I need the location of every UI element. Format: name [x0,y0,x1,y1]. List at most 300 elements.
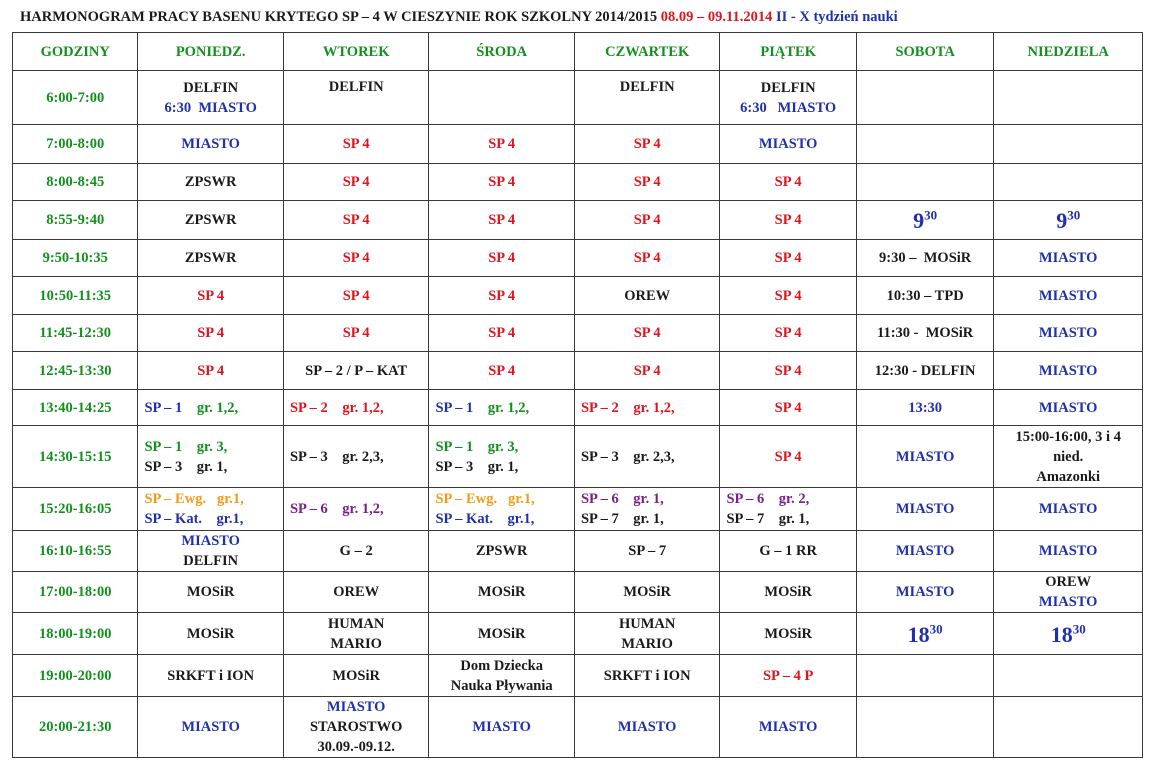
cell-niedziela [994,572,1143,613]
entry-text: MIASTO [895,448,955,465]
cell-sroda [429,164,575,201]
cell-czwartek [574,71,720,125]
cell-czwartek [574,201,720,240]
table-row [13,352,1143,390]
entry-text: SP – Kat. gr.1, [144,511,244,527]
entry-line [286,361,427,381]
cell-czwartek [574,352,720,390]
entry-text: SP 4 [774,399,802,416]
entry-text: MIASTO [1038,250,1098,266]
entry-line [431,172,572,192]
table-row [13,572,1143,613]
entry-line [859,447,991,467]
entry-text: SP – Ewg. gr.1, [435,491,535,507]
time-cell: 12:45-13:30 [13,352,138,390]
entry-text: SP – 4 P [762,667,814,684]
entry-text: HUMAN [618,615,676,632]
entry-line [435,398,572,418]
entry-text: SP – 7 gr. 1, [580,511,664,527]
page-title [20,6,1140,28]
entry-text: MOSiR [623,584,671,600]
entry-line [722,248,853,268]
cell-wtorek [283,71,429,125]
entry-text: MIASTO [1038,287,1098,304]
entry-line [140,134,281,154]
header-godziny: GODZINY [13,33,138,71]
entry-text: SP 4 [342,174,370,190]
entry-line [996,499,1140,519]
cell-piatek [720,71,856,125]
entry-text: MIASTO [1038,325,1098,341]
entry-line [726,489,853,509]
entry-text: SP – 2 / P – KAT [305,362,408,379]
cell-niedziela [994,697,1143,758]
cell-poniedzialek [138,697,284,758]
table-row [13,390,1143,426]
cell-sroda [429,352,575,390]
cell-sroda [429,277,575,315]
entry-line [290,398,427,418]
entry-text: SP 4 [774,325,802,341]
entry-line [996,592,1140,612]
entry-line [577,361,718,381]
entry-line [140,717,281,737]
entry-line [431,582,572,602]
entry-line [996,323,1140,343]
header-row [13,33,1143,71]
entry-line [286,134,427,154]
cell-niedziela [994,240,1143,277]
entry-text: ZPSWR [475,543,528,559]
cell-niedziela [994,125,1143,164]
entry-text: ZPSWR [184,212,237,228]
entry-text: SP 4 [488,174,516,190]
entry-text: MIASTO [895,543,955,559]
entry-text: SP 4 [774,287,802,304]
cell-czwartek [574,390,720,426]
table-row [13,488,1143,531]
cell-sroda [429,613,575,655]
cell-piatek [720,201,856,240]
entry-line [431,210,572,230]
entry-line [722,210,853,230]
cell-poniedzialek [138,613,284,655]
time-cell: 15:20-16:05 [13,488,138,531]
table-row [13,426,1143,488]
entry-text: SP – 6 gr. 1, [580,491,664,507]
entry-text: SP 4 [633,325,661,341]
time-large-minutes: 30 [1067,207,1081,223]
entry-text: SP – 1 [144,399,197,416]
entry-text: MOSiR [332,667,380,684]
entry-text: MIASTO [181,533,240,549]
entry-line [722,398,853,418]
entry-line [435,457,572,477]
cell-sobota [856,201,993,240]
entry-line [996,467,1140,487]
cell-sobota [856,697,993,758]
entry-text: MIASTO [617,719,677,735]
time-cell: 11:45-12:30 [13,315,138,352]
entry-text: HUMAN [327,615,385,632]
entry-line [140,172,281,192]
cell-sroda [429,531,575,572]
entry-line [726,509,853,529]
entry-text: SP 4 [197,325,225,341]
time-large-hour: 9 [913,208,925,234]
entry-line [140,361,281,381]
time-large-hour: 18 [1050,621,1073,647]
cell-wtorek [283,240,429,277]
entry-text: gr. 1,2, [342,399,384,416]
entry-text: DELFIN [328,79,384,95]
entry-line [581,447,718,467]
entry-text: OREW [333,584,380,600]
cell-poniedzialek [138,352,284,390]
entry-line [140,551,281,571]
entry-text: gr. 1,2, [196,399,239,416]
entry-text: SP – 2 [580,399,634,416]
time-cell: 9:50-10:35 [13,240,138,277]
entry-text: MOSiR [477,584,526,600]
entry-text: 12:30 - DELFIN [874,362,976,379]
entry-text: SP 4 [342,250,370,266]
schedule-table [12,32,1143,758]
cell-sroda [429,315,575,352]
time-cell: 8:00-8:45 [13,164,138,201]
cell-poniedzialek [138,164,284,201]
entry-text: SP – 6 gr. 2, [726,491,810,507]
entry-line [996,286,1140,306]
entry-text: ZPSWR [184,250,237,266]
cell-wtorek [283,613,429,655]
entry-line [859,248,991,268]
cell-poniedzialek [138,572,284,613]
time-cell: 6:00-7:00 [13,71,138,125]
cell-wtorek [283,125,429,164]
entry-text: OREW [1045,574,1092,590]
time-large-hour: 18 [907,621,930,647]
cell-czwartek [574,426,720,488]
entry-line [577,134,718,154]
cell-sobota [856,390,993,426]
entry-text: SP 4 [342,136,370,152]
entry-text: DELFIN [619,79,675,95]
cell-piatek [720,277,856,315]
cell-sobota [856,315,993,352]
entry-text: SP – Ewg. gr.1, [144,491,244,507]
entry-text: 15:00-16:00, 3 i 4 [1015,428,1121,445]
entry-text: SP 4 [342,287,370,304]
cell-wtorek [283,655,429,697]
time-cell: 16:10-16:55 [13,531,138,572]
entry-line [577,323,718,343]
cell-sroda [429,240,575,277]
cell-sroda [429,655,575,697]
cell-sroda [429,125,575,164]
entry-text: SRKFT i ION [603,667,691,684]
cell-piatek [720,531,856,572]
cell-czwartek [574,125,720,164]
cell-wtorek [283,315,429,352]
entry-text: SP 4 [633,212,661,228]
table-row [13,125,1143,164]
entry-line [577,248,718,268]
cell-piatek [720,390,856,426]
entry-line [144,457,281,477]
entry-text: SP 4 [774,448,802,465]
entry-line [431,656,572,676]
table-row [13,201,1143,240]
cell-czwartek [574,240,720,277]
entry-text: G – 2 [339,543,373,559]
time-large-hour: 9 [1056,208,1068,234]
cell-sobota [856,125,993,164]
cell-wtorek [283,572,429,613]
entry-line [286,248,427,268]
cell-piatek [720,164,856,201]
time-large-minutes: 30 [1072,621,1086,637]
cell-niedziela [994,277,1143,315]
table-row [13,277,1143,315]
cell-sroda [429,201,575,240]
header-czwartek: CZWARTEK [574,33,720,71]
cell-sobota [856,277,993,315]
entry-line [996,541,1140,561]
entry-text: MIASTO [1038,399,1098,416]
time-large-minutes: 30 [929,621,943,637]
entry-text: MIASTO [758,719,818,735]
cell-niedziela [994,71,1143,125]
title-weeks: II - X tydzień nauki [776,9,898,25]
cell-czwartek [574,613,720,655]
header-niedziela: NIEDZIELA [994,33,1143,71]
table-row [13,531,1143,572]
cell-piatek [720,613,856,655]
cell-piatek [720,315,856,352]
cell-sroda [429,697,575,758]
entry-text: SP 4 [774,250,802,266]
cell-poniedzialek [138,125,284,164]
entry-line [577,717,718,737]
entry-line [286,737,427,757]
entry-text: 6:30 MIASTO [740,99,837,116]
cell-wtorek [283,352,429,390]
cell-sroda [429,71,575,125]
entry-text: 6:30 MIASTO [164,99,257,116]
cell-niedziela [994,426,1143,488]
entry-line [144,489,281,509]
entry-text: SP 4 [633,174,661,190]
entry-text: Dom Dziecka [460,657,543,674]
entry-line [722,172,853,192]
entry-text: SP – 1 gr. 3, [144,438,228,455]
entry-line [431,248,572,268]
entry-line [859,361,991,381]
header-piatek: PIĄTEK [720,33,856,71]
entry-line [722,666,853,686]
cell-niedziela [994,315,1143,352]
entry-line [144,398,281,418]
cell-poniedzialek [138,655,284,697]
entry-text: MIASTO [1038,362,1098,379]
entry-line [286,697,427,717]
cell-czwartek [574,572,720,613]
entry-text: SP 4 [197,287,225,304]
cell-poniedzialek [138,201,284,240]
cell-piatek [720,655,856,697]
cell-niedziela [994,164,1143,201]
title-dates: 08.09 – 09.11.2014 [660,9,776,25]
entry-text: SP 4 [633,362,661,379]
time-large-label [913,208,937,233]
header-poniedzialek: PONIEDZ. [138,33,284,71]
entry-line [859,323,991,343]
entry-text: SP – 3 gr. 2,3, [580,448,675,465]
cell-czwartek [574,655,720,697]
cell-niedziela [994,488,1143,531]
table-row [13,697,1143,758]
time-cell: 17:00-18:00 [13,572,138,613]
cell-piatek [720,426,856,488]
entry-text: SP – Kat. gr.1, [435,511,535,527]
entry-line [996,427,1140,447]
cell-piatek [720,352,856,390]
entry-line [290,447,427,467]
entry-text: MIASTO [472,719,531,735]
entry-text: SP – 6 gr. 1,2, [289,501,384,517]
cell-sobota [856,488,993,531]
table-row [13,71,1143,125]
entry-line [144,509,281,529]
cell-poniedzialek [138,315,284,352]
entry-text: SP 4 [488,287,516,304]
entry-line [140,666,281,686]
entry-line [722,78,853,98]
entry-text: SP 4 [488,250,516,266]
entry-line [140,582,281,602]
entry-text: DELFIN [760,79,816,96]
entry-line [286,541,427,561]
entry-line [431,323,572,343]
entry-text: MOSiR [186,625,235,642]
entry-line [286,286,427,306]
header-sobota: SOBOTA [856,33,993,71]
entry-line [435,509,572,529]
entry-line [435,489,572,509]
time-cell: 19:00-20:00 [13,655,138,697]
entry-text: SP 4 [633,250,661,266]
entry-text: MOSiR [764,625,812,642]
entry-line [140,78,281,98]
entry-line [722,447,853,467]
cell-czwartek [574,531,720,572]
cell-sobota [856,352,993,390]
time-cell: 8:55-9:40 [13,201,138,240]
time-cell: 10:50-11:35 [13,277,138,315]
cell-niedziela [994,352,1143,390]
entry-line [722,323,853,343]
cell-sobota [856,240,993,277]
entry-line [581,398,718,418]
entry-line [431,676,572,696]
entry-text: SP – 7 [628,543,667,559]
entry-text: SP 4 [774,362,802,379]
entry-text: MIASTO [758,136,818,152]
entry-line [286,717,427,737]
entry-line [140,210,281,230]
cell-niedziela [994,201,1143,240]
cell-wtorek [283,426,429,488]
entry-line [435,437,572,457]
cell-sobota [856,531,993,572]
entry-text: SRKFT i ION [167,667,255,684]
entry-line [286,634,427,654]
cell-wtorek [283,488,429,531]
entry-text: SP 4 [197,362,225,379]
cell-poniedzialek [138,390,284,426]
entry-line [722,98,853,118]
entry-text: 13:30 [908,399,943,416]
entry-line [996,572,1140,592]
cell-niedziela [994,531,1143,572]
table-row [13,240,1143,277]
entry-text: MARIO [621,635,673,652]
cell-niedziela [994,390,1143,426]
entry-line [140,98,281,118]
entry-line [859,582,991,602]
cell-piatek [720,240,856,277]
cell-czwartek [574,164,720,201]
cell-czwartek [574,488,720,531]
cell-wtorek [283,201,429,240]
entry-line [577,172,718,192]
cell-sobota [856,426,993,488]
cell-poniedzialek [138,277,284,315]
entry-text: Amazonki [1036,468,1101,485]
cell-sobota [856,613,993,655]
entry-text: MOSiR [186,584,235,600]
entry-line [722,582,853,602]
cell-wtorek [283,277,429,315]
time-cell: 14:30-15:15 [13,426,138,488]
entry-text: MOSiR [477,625,526,642]
entry-text: Nauka Pływania [450,677,553,694]
entry-line [577,666,718,686]
entry-line [859,499,991,519]
entry-line [996,447,1140,467]
entry-line [859,541,991,561]
cell-sobota [856,164,993,201]
cell-niedziela [994,613,1143,655]
table-row [13,655,1143,697]
cell-poniedzialek [138,531,284,572]
cell-sroda [429,572,575,613]
cell-sobota [856,572,993,613]
entry-text: DELFIN [183,79,239,96]
time-cell: 20:00-21:30 [13,697,138,758]
entry-text: SP – 7 gr. 1, [726,511,810,527]
cell-piatek [720,572,856,613]
entry-text: MIASTO [1038,501,1098,517]
entry-line [581,489,718,509]
cell-wtorek [283,390,429,426]
title-main: HARMONOGRAM PRACY BASENU KRYTEGO SP – 4 W CIESZYNIE ROK SZKOLNY 2014/2015 [20,9,661,25]
entry-line [722,134,853,154]
time-large-label [908,622,943,647]
entry-line [286,323,427,343]
cell-poniedzialek [138,240,284,277]
